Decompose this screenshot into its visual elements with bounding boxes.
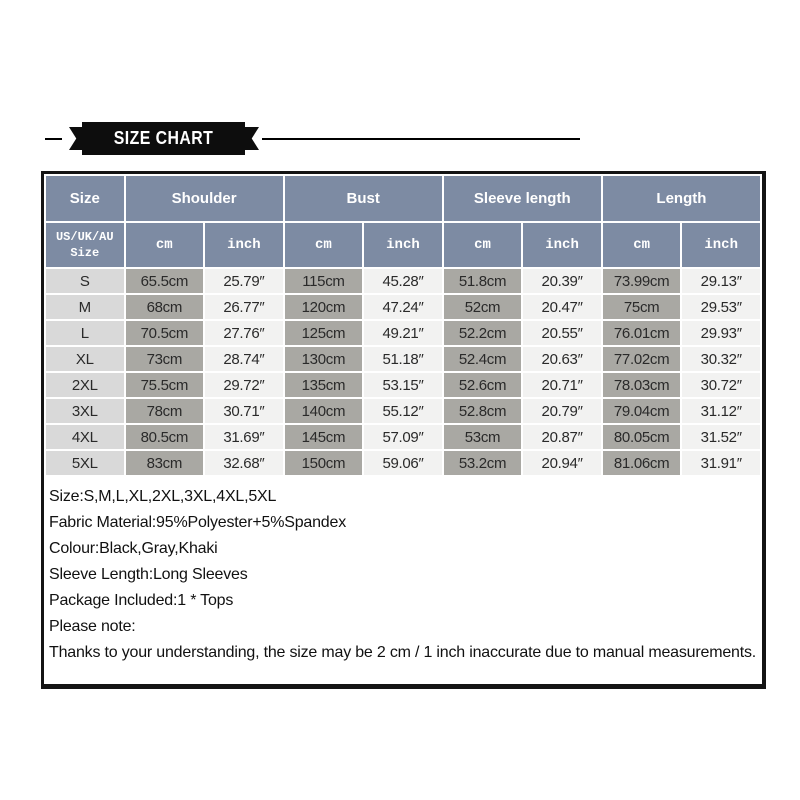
measurement-cell: 57.09″ xyxy=(364,425,442,449)
measurement-cell: 20.94″ xyxy=(523,451,601,475)
banner xyxy=(45,122,755,155)
size-chart-ribbon xyxy=(82,122,245,155)
col-header-bust: Bust xyxy=(285,176,442,221)
measurement-cell: 29.93″ xyxy=(682,321,760,345)
measurement-cell: 32.68″ xyxy=(205,451,283,475)
measurement-cell: 20.39″ xyxy=(523,269,601,293)
measurement-cell: 135cm xyxy=(285,373,363,397)
unit-header-inch: inch xyxy=(205,223,283,267)
measurement-cell: 52cm xyxy=(444,295,522,319)
note-line: Colour:Black,Gray,Khaki xyxy=(49,540,218,557)
measurement-cell: 70.5cm xyxy=(126,321,204,345)
measurement-cell: 30.71″ xyxy=(205,399,283,423)
size-cell: L xyxy=(46,321,124,345)
measurement-cell: 27.76″ xyxy=(205,321,283,345)
measurement-cell: 25.79″ xyxy=(205,269,283,293)
measurement-cell: 80.5cm xyxy=(126,425,204,449)
size-cell: M xyxy=(46,295,124,319)
banner-right-line xyxy=(262,138,580,140)
measurement-cell: 73.99cm xyxy=(603,269,681,293)
col-header-size: Size xyxy=(46,176,124,221)
measurement-cell: 29.72″ xyxy=(205,373,283,397)
measurement-cell: 29.53″ xyxy=(682,295,760,319)
measurement-cell: 150cm xyxy=(285,451,363,475)
measurement-cell: 65.5cm xyxy=(126,269,204,293)
note-line: Please note: xyxy=(49,618,136,635)
note-line: Sleeve Length:Long Sleeves xyxy=(49,566,248,583)
measurement-cell: 130cm xyxy=(285,347,363,371)
table-row xyxy=(46,425,760,449)
measurement-cell: 31.69″ xyxy=(205,425,283,449)
table-row xyxy=(46,373,760,397)
measurement-cell: 31.91″ xyxy=(682,451,760,475)
banner-title: SIZE CHART xyxy=(113,128,214,148)
unit-header-cm: cm xyxy=(126,223,204,267)
measurement-cell: 45.28″ xyxy=(364,269,442,293)
measurement-cell: 75cm xyxy=(603,295,681,319)
col-header-length: Length xyxy=(603,176,760,221)
measurement-cell: 30.32″ xyxy=(682,347,760,371)
product-notes xyxy=(44,477,762,666)
measurement-cell: 51.8cm xyxy=(444,269,522,293)
measurement-cell: 145cm xyxy=(285,425,363,449)
measurement-cell: 53.15″ xyxy=(364,373,442,397)
measurement-cell: 49.21″ xyxy=(364,321,442,345)
unit-header-cm: cm xyxy=(603,223,681,267)
unit-header-inch: inch xyxy=(364,223,442,267)
measurement-cell: 52.6cm xyxy=(444,373,522,397)
measurement-cell: 140cm xyxy=(285,399,363,423)
size-cell: 5XL xyxy=(46,451,124,475)
measurement-cell: 83cm xyxy=(126,451,204,475)
measurement-cell: 20.79″ xyxy=(523,399,601,423)
table-row xyxy=(46,451,760,475)
measurement-cell: 20.47″ xyxy=(523,295,601,319)
measurement-cell: 20.55″ xyxy=(523,321,601,345)
table-row xyxy=(46,269,760,293)
size-cell: 3XL xyxy=(46,399,124,423)
measurement-cell: 52.4cm xyxy=(444,347,522,371)
measurement-cell: 47.24″ xyxy=(364,295,442,319)
unit-header-size: US/UK/AU Size xyxy=(46,223,124,267)
size-cell: XL xyxy=(46,347,124,371)
measurement-cell: 53.2cm xyxy=(444,451,522,475)
measurement-cell: 73cm xyxy=(126,347,204,371)
banner-left-dash xyxy=(45,138,62,140)
unit-header-inch: inch xyxy=(682,223,760,267)
unit-header-inch: inch xyxy=(523,223,601,267)
table-row xyxy=(46,321,760,345)
measurement-cell: 120cm xyxy=(285,295,363,319)
measurement-cell: 125cm xyxy=(285,321,363,345)
measurement-cell: 51.18″ xyxy=(364,347,442,371)
measurement-cell: 78.03cm xyxy=(603,373,681,397)
measurement-cell: 20.71″ xyxy=(523,373,601,397)
size-cell: 4XL xyxy=(46,425,124,449)
note-line: Fabric Material:95%Polyester+5%Spandex xyxy=(49,514,347,531)
measurement-cell: 28.74″ xyxy=(205,347,283,371)
measurement-cell: 20.87″ xyxy=(523,425,601,449)
measurement-cell: 68cm xyxy=(126,295,204,319)
measurement-cell: 115cm xyxy=(285,269,363,293)
size-cell: 2XL xyxy=(46,373,124,397)
measurement-cell: 75.5cm xyxy=(126,373,204,397)
measurement-cell: 31.12″ xyxy=(682,399,760,423)
measurement-cell: 52.8cm xyxy=(444,399,522,423)
unit-header-cm: cm xyxy=(285,223,363,267)
table-row xyxy=(46,347,760,371)
note-line: Size:S,M,L,XL,2XL,3XL,4XL,5XL xyxy=(49,488,277,505)
unit-header-cm: cm xyxy=(444,223,522,267)
measurement-cell: 29.13″ xyxy=(682,269,760,293)
measurement-cell: 77.02cm xyxy=(603,347,681,371)
ribbon-left-tail-icon xyxy=(69,127,83,150)
measurement-cell: 52.2cm xyxy=(444,321,522,345)
note-line: Package Included:1 * Tops xyxy=(49,592,234,609)
size-table-body xyxy=(46,269,760,475)
size-cell: S xyxy=(46,269,124,293)
table-row xyxy=(46,399,760,423)
col-header-sleeve-length: Sleeve length xyxy=(444,176,601,221)
measurement-cell: 30.72″ xyxy=(682,373,760,397)
measurement-cell: 53cm xyxy=(444,425,522,449)
note-line: Thanks to your understanding, the size may be 2 cm / 1 inch inaccurate due to manual measurements. xyxy=(49,644,757,661)
measurement-cell: 76.01cm xyxy=(603,321,681,345)
col-header-shoulder: Shoulder xyxy=(126,176,283,221)
measurement-cell: 80.05cm xyxy=(603,425,681,449)
measurement-cell: 26.77″ xyxy=(205,295,283,319)
group-header-row xyxy=(46,176,760,221)
measurement-cell: 59.06″ xyxy=(364,451,442,475)
measurement-cell: 78cm xyxy=(126,399,204,423)
measurement-cell: 81.06cm xyxy=(603,451,681,475)
size-table xyxy=(44,174,762,477)
chart-frame xyxy=(41,171,766,689)
measurement-cell: 79.04cm xyxy=(603,399,681,423)
ribbon-right-tail-icon xyxy=(245,127,259,150)
measurement-cell: 20.63″ xyxy=(523,347,601,371)
measurement-cell: 31.52″ xyxy=(682,425,760,449)
measurement-cell: 55.12″ xyxy=(364,399,442,423)
table-row xyxy=(46,295,760,319)
unit-header-row xyxy=(46,223,760,267)
